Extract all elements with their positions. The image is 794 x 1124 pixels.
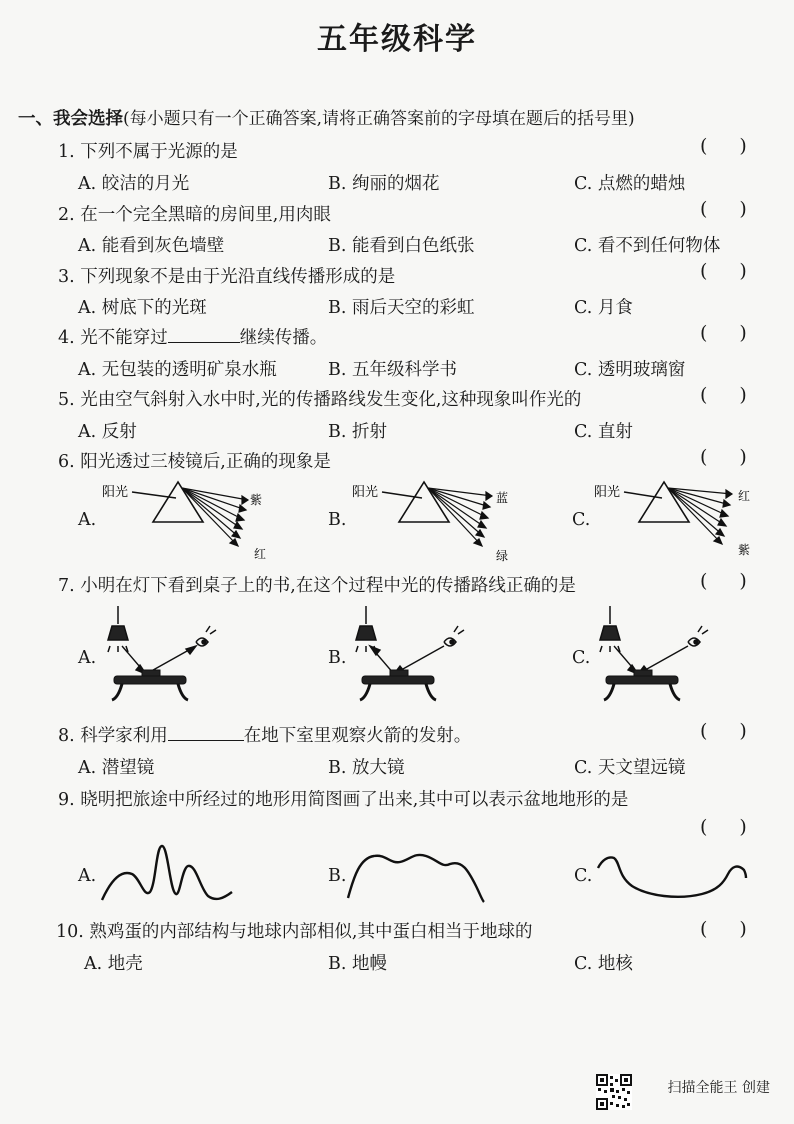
lamp-scene-c [592,604,722,708]
dispersed-rays [428,488,492,546]
lamp-icon [356,606,376,652]
table-with-book-icon [360,670,436,700]
prism-label-bottom: 绿 [496,549,509,563]
option-a: A. [78,648,97,668]
prism-label-top: 紫 [250,493,263,507]
answer-paren-8[interactable]: ( ) [700,720,747,742]
prism-label-in: 阳光 [594,485,621,500]
option-a: A. 地壳 [84,954,143,974]
question-6 [58,448,331,473]
prism-label-top: 红 [738,489,751,503]
option-a: A. 树底下的光斑 [78,298,207,318]
fill-blank[interactable] [168,724,244,741]
mountain-terrain-line [102,846,232,900]
question-10 [56,918,532,943]
option-a: A. [78,510,97,530]
lamp-icon [600,606,620,652]
section-instruction: (每小题只有一个正确答案,请将正确答案前的字母填在题后的括号里) [123,109,635,129]
eye-icon [688,626,708,646]
page-title: 五年级科学 [317,22,477,57]
answer-paren-7[interactable]: ( ) [700,570,747,592]
question-text: 晓明把旅途中所经过的地形用简图画了出来,其中可以表示盆地地形的是 [80,790,629,810]
option-b: B. [328,648,347,668]
option-b: B. 折射 [328,422,387,442]
terrain-sketch-a [100,842,250,906]
option-b: B. 地幔 [328,954,387,974]
section-label: 一、我会选择 [18,109,123,129]
prism-label-bottom: 紫 [738,543,751,557]
prism-diagram-a [100,474,270,564]
table-with-book-icon [604,670,680,700]
question-number: 7. [58,576,75,596]
question-text-after: 继续传播。 [239,328,328,348]
answer-paren-1[interactable]: ( ) [700,135,747,157]
question-text: 光由空气斜射入水中时,光的传播路线发生变化,这种现象叫作光的 [80,390,582,410]
answer-paren-3[interactable]: ( ) [700,260,747,282]
terrain-sketch-b [346,846,496,906]
question-text: 下列现象不是由于光沿直线传播形成的是 [80,267,396,287]
option-c: C. 天文望远镜 [574,758,686,778]
option-b: B. 能看到白色纸张 [328,236,475,256]
eye-icon [196,626,216,646]
question-text-before: 科学家利用 [80,726,168,746]
option-a: A. 皎洁的月光 [78,174,190,194]
option-b: B. [328,866,347,886]
question-number: 3. [58,267,75,287]
table-with-book-icon [112,670,188,700]
option-c: C. [572,648,591,668]
lamp-icon [108,606,128,652]
question-number: 10. [56,922,84,942]
question-text-after: 在地下室里观察火箭的发射。 [243,726,472,746]
question-9 [58,786,628,811]
question-text: 在一个完全黑暗的房间里,用肉眼 [80,205,331,225]
section-heading [18,104,635,130]
question-number: 1. [58,142,75,162]
answer-paren-4[interactable]: ( ) [700,322,747,344]
answer-paren-6[interactable]: ( ) [700,446,747,468]
option-c: C. 点燃的蜡烛 [574,174,686,194]
question-4 [58,324,327,349]
option-c: C. 月食 [574,298,633,318]
qr-code-icon [596,1074,632,1110]
answer-paren-9[interactable]: ( ) [700,816,747,838]
answer-paren-2[interactable]: ( ) [700,198,747,220]
option-b: B. [328,510,347,530]
fill-blank[interactable] [168,326,240,343]
dispersed-rays [182,488,248,546]
lamp-scene-b [348,604,478,708]
question-text-before: 光不能穿过 [80,328,168,348]
prism-label-bottom: 红 [254,547,267,561]
question-number: 5. [58,390,75,410]
option-b: B. 放大镜 [328,758,405,778]
option-c: C. 直射 [574,422,633,442]
question-7 [58,572,576,597]
prism-diagram-c [592,474,762,564]
question-number: 9. [58,790,75,810]
option-c: C. [572,510,591,530]
option-c: C. 透明玻璃窗 [574,360,686,380]
option-a: A. 能看到灰色墙壁 [78,236,225,256]
question-8 [58,722,471,747]
option-c: C. [574,866,593,886]
question-text: 小明在灯下看到桌子上的书,在这个过程中光的传播路线正确的是 [80,576,576,596]
question-2 [58,201,331,226]
answer-paren-5[interactable]: ( ) [700,384,747,406]
prism-label-top: 蓝 [496,491,509,505]
dispersed-rays [668,488,732,544]
option-a: A. 潜望镜 [78,758,155,778]
option-b: B. 绚丽的烟花 [328,174,440,194]
eye-icon [444,626,464,646]
option-b: B. 雨后天空的彩虹 [328,298,475,318]
question-text: 阳光透过三棱镜后,正确的现象是 [80,452,331,472]
option-c: C. 地核 [574,954,633,974]
question-3 [58,263,395,288]
terrain-sketch-c [594,846,754,906]
question-5 [58,386,581,411]
question-text: 下列不属于光源的是 [80,142,238,162]
question-number: 2. [58,205,75,225]
prism-label-in: 阳光 [352,485,379,500]
option-a: A. 无包装的透明矿泉水瓶 [78,360,277,380]
prism-diagram-b [350,474,520,564]
answer-paren-10[interactable]: ( ) [700,918,747,940]
option-a: A. [78,866,97,886]
option-b: B. 五年级科学书 [328,360,457,380]
question-number: 4. [58,328,75,348]
scanner-watermark: 扫描全能王 创建 [667,1080,770,1096]
question-1 [58,138,238,163]
plateau-terrain-line [348,855,484,902]
option-a: A. 反射 [78,422,137,442]
question-number: 8. [58,726,75,746]
question-number: 6. [58,452,75,472]
basin-terrain-line [598,857,746,896]
option-c: C. 看不到任何物体 [574,236,721,256]
prism-label-in: 阳光 [102,485,129,500]
lamp-scene-a [100,604,230,708]
question-text: 熟鸡蛋的内部结构与地球内部相似,其中蛋白相当于地球的 [89,922,533,942]
